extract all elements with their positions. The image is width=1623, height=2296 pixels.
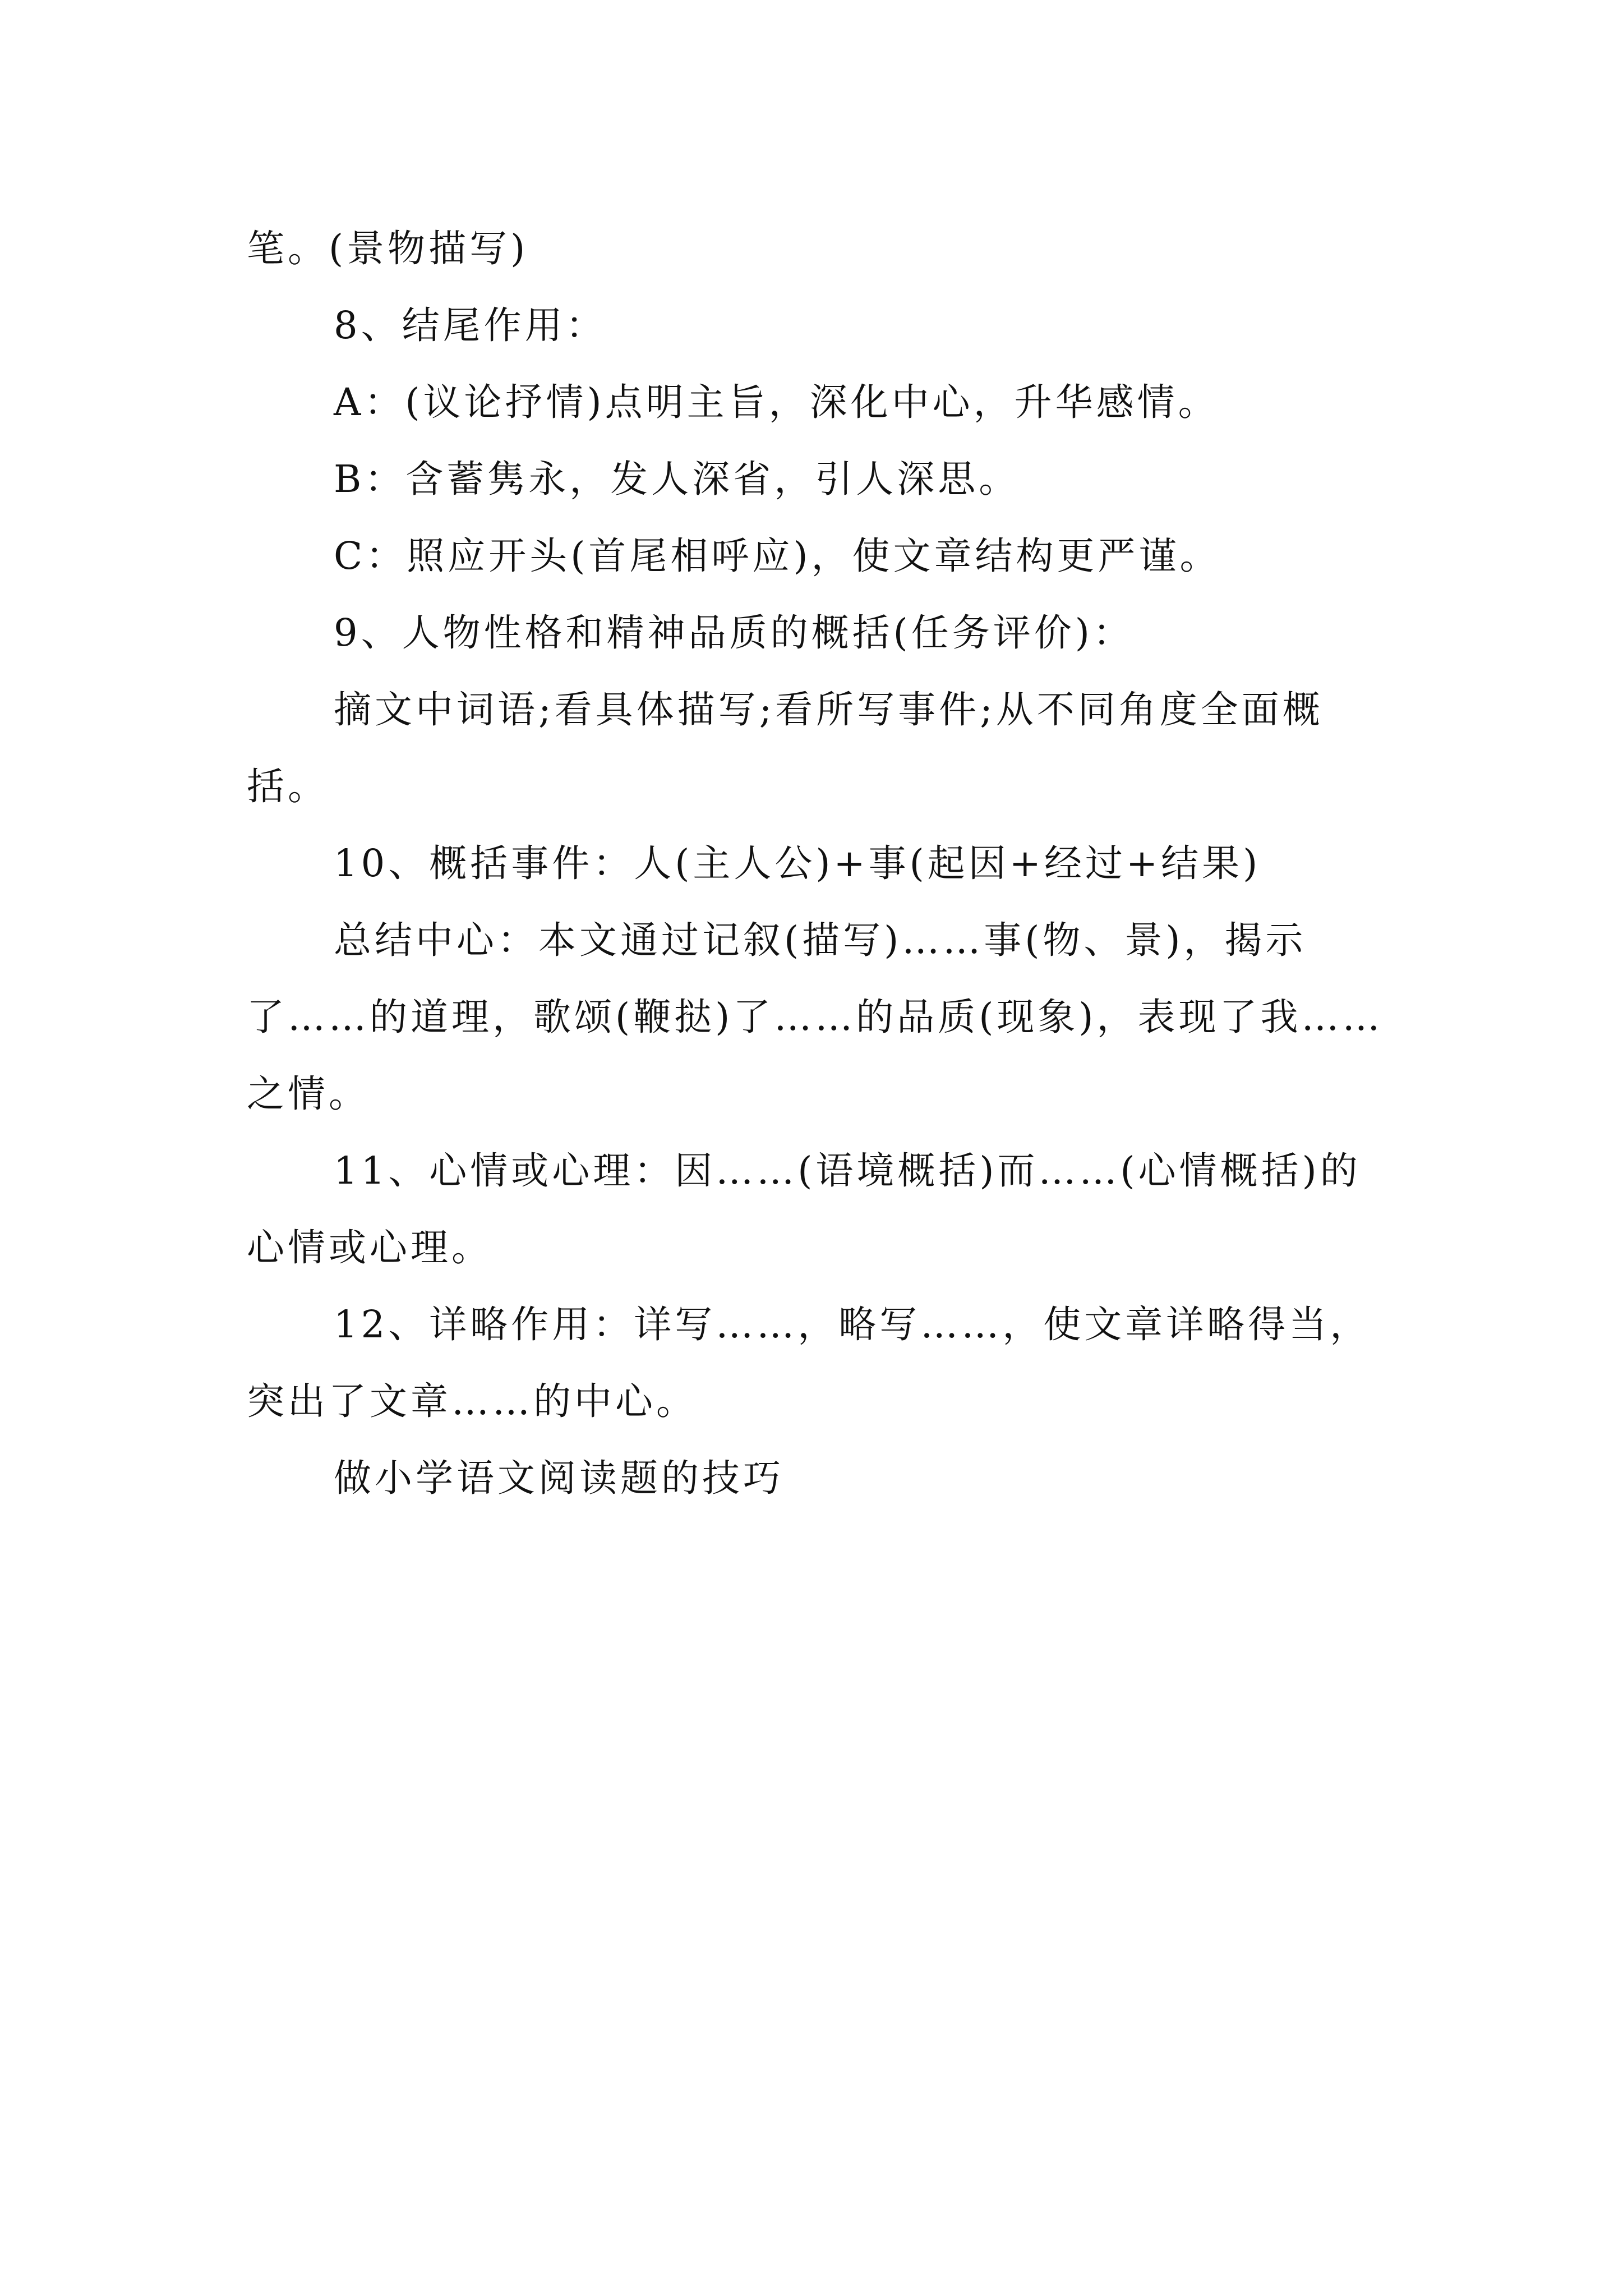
paragraph-ending-b: B：含蓄隽永，发人深省，引人深思。: [334, 457, 1020, 501]
paragraph-tips-heading: 做小学语文阅读题的技巧: [334, 1456, 784, 1500]
paragraph-character-method: 摘文中词语;看具体描写;看所写事件;从不同角度全面概括。: [247, 688, 1324, 808]
paragraph-ending-a: A：(议论抒情)点明主旨，深化中心，升华感情。: [334, 380, 1219, 424]
paragraph-summarize-event: 10、概括事件：人(主人公)+事(起因+经过+结果): [334, 841, 1261, 885]
paragraph-ending-c: C：照应开头(首尾相呼应)，使文章结构更严谨。: [334, 534, 1221, 578]
paragraph-character-heading: 9、人物性格和精神品质的概括(任务评价)：: [334, 611, 1134, 655]
paragraph-ending-function-heading: 8、结尾作用：: [334, 303, 607, 347]
document-body: [247, 210, 1391, 1517]
paragraph-summarize-center: 总结中心：本文通过记叙(描写)……事(物、景)，揭示了……的道理，歌颂(鞭挞)了……的品质(现象)，表现了我……之情。: [247, 918, 1384, 1116]
paragraph-continuation: 笔。(景物描写): [247, 227, 529, 270]
paragraph-mood: 11、心情或心理：因……(语境概括)而……(心情概括)的心情或心理。: [247, 1149, 1361, 1269]
paragraph-detail-function: 12、详略作用：详写……，略写……，使文章详略得当，突出了文章……的中心。: [247, 1303, 1371, 1423]
